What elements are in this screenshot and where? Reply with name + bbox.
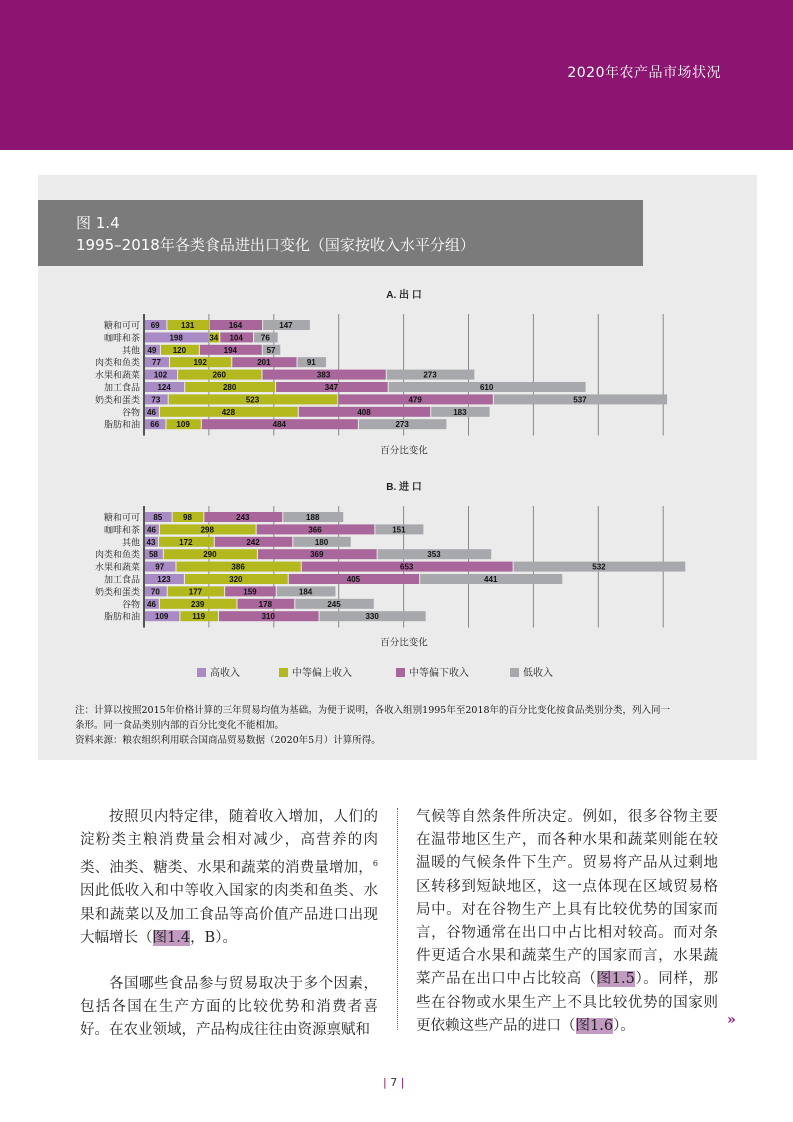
text: ）。: [613, 1017, 635, 1034]
data-label: 330: [365, 612, 379, 622]
category-label: 其他: [121, 345, 140, 356]
data-label: 102: [153, 370, 168, 380]
category-label: 奶类和蛋类: [94, 394, 140, 405]
data-label: 91: [306, 358, 316, 368]
data-label: 242: [246, 537, 260, 547]
data-label: 177: [188, 587, 203, 597]
data-label: 347: [324, 383, 339, 392]
data-label: 46: [147, 599, 156, 609]
legend-swatch: [279, 668, 288, 677]
data-label: 120: [172, 345, 187, 355]
chart-title: A. 出 口: [386, 290, 422, 301]
data-label: 484: [272, 420, 286, 430]
category-label: 其他: [121, 537, 140, 548]
data-label: 273: [395, 420, 409, 430]
page-number: | 7 |: [383, 1076, 405, 1089]
data-label: 273: [423, 370, 437, 380]
data-label: 353: [427, 550, 441, 560]
column-divider: [397, 808, 398, 1030]
legend-item-low-income: [510, 664, 553, 679]
text: ）。同样，那些在谷物或水果生产上不具比较优势的国家则更依赖这些产品的进口（: [416, 971, 718, 1034]
category-label: 脂肪和油: [103, 419, 140, 430]
data-label: 124: [157, 383, 171, 392]
data-label: 172: [179, 537, 193, 547]
data-label: 405: [346, 575, 361, 584]
data-label: 201: [257, 358, 271, 368]
data-label: 46: [147, 407, 156, 417]
right-column: [416, 806, 718, 1038]
figure-link[interactable]: 图1.4: [152, 929, 191, 946]
data-label: 123: [157, 575, 171, 584]
data-label: 164: [228, 321, 243, 330]
data-label: 159: [243, 587, 257, 597]
header-band: [0, 0, 793, 150]
data-label: 151: [392, 525, 406, 535]
legend-item-high-income: [197, 664, 240, 679]
data-label: 43: [146, 537, 156, 547]
data-label: 366: [308, 525, 322, 535]
x-axis-label: 百分比变化: [380, 445, 428, 455]
legend-item-upper-middle-income: [279, 664, 352, 679]
data-label: 183: [453, 407, 467, 417]
category-label: 脂肪和油: [103, 611, 140, 622]
data-label: 192: [193, 358, 207, 368]
data-label: 77: [152, 358, 161, 368]
paragraph-2: 各国哪些食品参与贸易取决于多个因素，包括各国在生产方面的比较优势和消费者喜好。在农业领域，产品构成往往由资源禀赋和: [80, 976, 378, 1039]
data-label: 290: [203, 550, 217, 560]
category-label: 糖和可可: [103, 512, 140, 523]
category-label: 肉类和鱼类: [94, 549, 140, 560]
figure-title: 1995–2018年各类食品进出口变化（国家按收入水平分组）: [76, 236, 475, 254]
data-label: 46: [147, 525, 156, 535]
figure-link[interactable]: 图1.5: [596, 971, 635, 988]
data-label: 441: [484, 575, 498, 584]
data-label: 58: [148, 550, 158, 560]
data-label: 180: [314, 537, 329, 547]
data-label: 85: [153, 513, 163, 522]
data-label: 369: [310, 550, 324, 560]
data-label: 532: [592, 562, 606, 572]
footnote-ref[interactable]: 6: [372, 859, 378, 869]
category-label: 水果和蔬菜: [94, 370, 140, 381]
data-label: 119: [192, 612, 206, 622]
text: 按照贝内特定律，随着收入增加，人们的淀粉类主粮消费量会相对减少，高营养的肉类、油类、糖类、水果和蔬菜的消费量增加，: [80, 809, 378, 877]
text: 因此低收入和中等收入国家的肉类和鱼类、水果和蔬菜以及加工食品等高价值产品进口出现大幅增长（: [80, 883, 378, 946]
data-label: 73: [151, 395, 161, 405]
data-label: 479: [408, 395, 422, 405]
data-label: 70: [150, 587, 160, 597]
data-label: 69: [150, 321, 160, 330]
data-label: 310: [261, 612, 275, 622]
x-axis-label: 百分比变化: [380, 637, 428, 647]
legend-swatch: [396, 668, 405, 677]
data-label: 147: [279, 321, 293, 330]
category-label: 谷物: [121, 407, 140, 418]
data-label: 109: [176, 420, 190, 430]
paragraph-3: [416, 806, 718, 1038]
data-label: 610: [479, 383, 494, 392]
page-number-value: 7: [390, 1076, 398, 1089]
category-label: 水果和蔬菜: [94, 562, 140, 573]
data-label: 298: [200, 525, 214, 535]
data-label: 57: [266, 345, 276, 355]
data-label: 104: [229, 333, 243, 343]
note-text: 注：计算以按照2015年价格计算的三年贸易均值为基础。为便于说明，各收入组别1995年至2018年的百分比变化按食品类别分类，列入同一条形。同一食品类别内部的百分比变化不能相加。: [75, 705, 671, 731]
category-label: 肉类和鱼类: [94, 357, 140, 368]
data-label: 188: [306, 513, 320, 522]
figure-link[interactable]: 图1.6: [575, 1017, 614, 1034]
data-label: 34: [209, 333, 219, 343]
export-chart: [0, 280, 793, 455]
data-label: 131: [180, 321, 195, 330]
legend-label: 中等偏上收入: [292, 668, 352, 679]
data-label: 109: [155, 612, 169, 622]
data-label: 76: [260, 333, 270, 343]
report-title: 2020年农产品市场状况: [567, 65, 721, 81]
data-label: 428: [221, 407, 236, 417]
data-label: 280: [222, 383, 237, 392]
legend-label: 低收入: [523, 668, 553, 679]
figure-notes: [75, 703, 675, 748]
data-label: 523: [245, 395, 260, 405]
import-chart: [0, 472, 793, 647]
legend-swatch: [510, 668, 519, 677]
data-label: 184: [298, 587, 313, 597]
legend-label: 中等偏下收入: [409, 668, 469, 679]
chart-title: B. 进 口: [386, 482, 422, 493]
data-label: 66: [150, 420, 160, 430]
category-label: 咖啡和茶: [103, 332, 140, 343]
data-label: 243: [236, 513, 250, 522]
legend-label: 高收入: [210, 668, 240, 679]
legend-item-lower-middle-income: [396, 664, 469, 679]
data-label: 194: [223, 345, 237, 355]
source-text: 资料来源：粮农组织利用联合国商品贸易数据（2020年5月）计算所得。: [75, 735, 381, 746]
figure-number: 图 1.4: [76, 214, 120, 232]
category-label: 糖和可可: [103, 320, 140, 331]
category-label: 加工食品: [103, 382, 140, 393]
continue-arrow-icon[interactable]: »: [727, 1012, 736, 1028]
data-label: 98: [183, 513, 192, 522]
data-label: 383: [316, 370, 331, 380]
legend-swatch: [197, 668, 206, 677]
data-label: 320: [229, 575, 243, 584]
category-label: 咖啡和茶: [103, 524, 140, 535]
data-label: 198: [169, 333, 183, 343]
data-label: 49: [147, 345, 157, 355]
data-label: 239: [191, 599, 205, 609]
data-label: 97: [155, 562, 165, 572]
category-label: 谷物: [121, 599, 140, 610]
figure-title-bar: [38, 200, 643, 266]
data-label: 653: [400, 562, 414, 572]
text: 气候等自然条件所决定。例如，很多谷物主要在温带地区生产，而各种水果和蔬菜则能在较温暖的气候条件下生产。贸易将产品从过剩地区转移到短缺地区，这一点体现在区域贸易格局中。对在谷物生产上具有比较优势的国家而言，谷物通常在出口中占比相对较高。而对条件更适合水果和蔬菜生产的国家而言，水果蔬菜产品在出口中占比较高（: [416, 809, 718, 988]
data-label: 386: [231, 562, 245, 572]
data-label: 245: [327, 599, 341, 609]
text: ，B）。: [190, 929, 237, 946]
category-label: 加工食品: [103, 574, 140, 585]
data-label: 178: [258, 599, 273, 609]
category-label: 奶类和蛋类: [94, 586, 140, 597]
data-label: 260: [212, 370, 226, 380]
left-column: [80, 806, 378, 1043]
paragraph-1: [80, 806, 378, 950]
data-label: 537: [573, 395, 587, 405]
data-label: 408: [357, 407, 371, 417]
